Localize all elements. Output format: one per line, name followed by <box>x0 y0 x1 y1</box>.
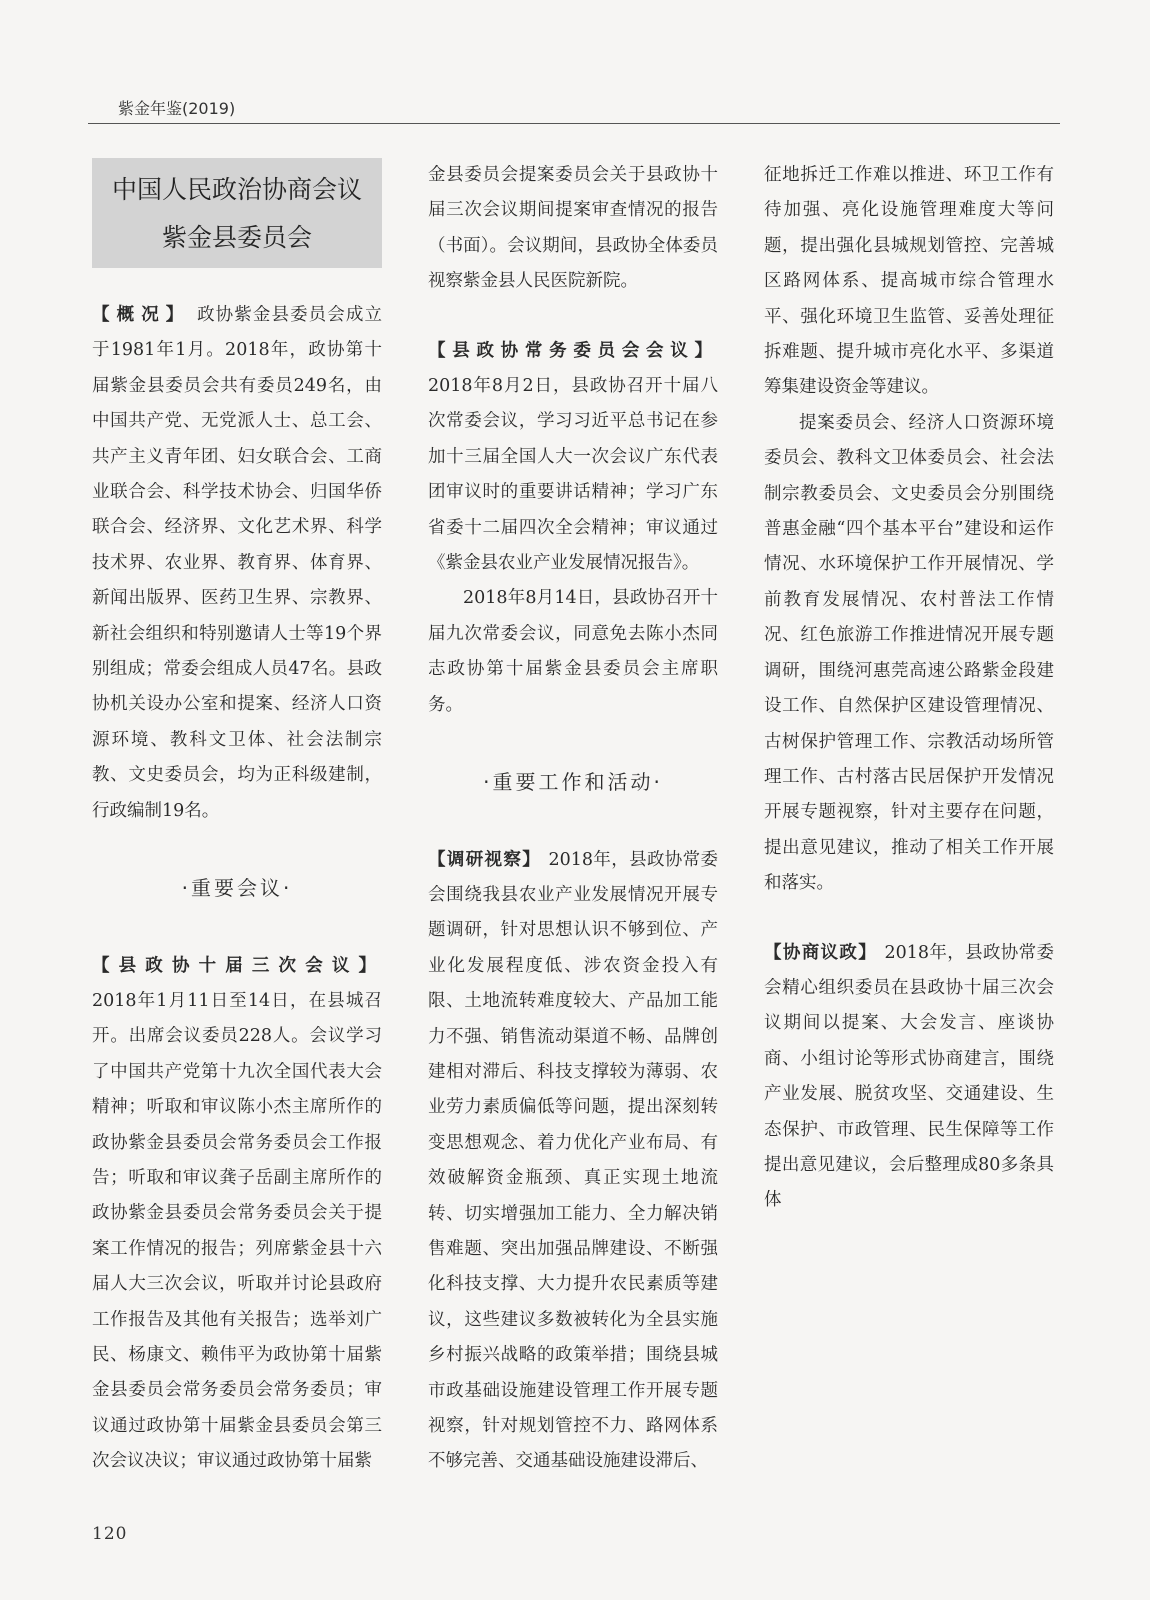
title-line-1: 中国人民政治协商会议 <box>111 175 362 204</box>
consult-text: 2018年，县政协常委会精心组织委员在县政协十届三次会议期间以提案、大会发言、座谈协商、小组讨论等形式协商建言，围绕产业发展、脱贫攻坚、交通建设、生态保护、市政管理、民生保障等工作提出意见建议，会后整理成80多条具体 <box>764 942 1054 1211</box>
overview-text: 政协紫金县委员会成立于1981年1月。2018年，政协第十届紫金县委员会共有委员249名，由中国共产党、无党派人士、总工会、共产主义青年团、妇女联合会、工商业联合会、科学技术协会、归国华侨联合会、经济界、文化艺术界、科学技术界、农业界、教育界、体育界、新闻出版界、医药卫生界、宗教界、新社会组织和特别邀请人士等19个界别组成；常委会组成人员47名。县政协机关设办公室和提案、经济人口资源环境、教科文卫体、社会法制宗教、文史委员会，均为正科级建制，行政编制19名。 <box>92 305 382 821</box>
title-line-2: 紫金县委员会 <box>161 223 312 252</box>
running-head: 紫金年鉴(2019) <box>118 99 236 118</box>
standing-paragraph-2: 2018年8月14日，县政协召开十届九次常委会议，同意免去陈小杰同志政协第十届紫金县委员会主席职务。 <box>428 588 718 715</box>
section-heading-work: ·重要工作和活动· <box>483 770 663 795</box>
plenary-paragraph <box>92 949 382 1480</box>
research-paragraph-1 <box>428 843 718 1480</box>
consult-paragraph <box>764 936 1054 1219</box>
spacer <box>764 902 1054 936</box>
standing-tag: 【县政协常务委员会会议】 <box>428 340 718 361</box>
consult-tag: 【协商议政】 <box>764 942 885 963</box>
research-tag: 【调研视察】 <box>428 849 549 870</box>
plenary-tag: 【县政协十届三次会议】 <box>92 955 382 976</box>
spacer <box>428 300 718 334</box>
page-number: 120 <box>92 1524 128 1544</box>
column-3 <box>764 158 1054 1219</box>
overview-paragraph <box>92 298 382 829</box>
plenary-continuation: 金县委员会提案委员会关于县政协十届三次会议期间提案审查情况的报告（书面）。会议期间，县政协全体委员视察紫金县人民医院新院。 <box>428 165 718 292</box>
column-3-text: 征地拆迁工作难以推进、环卫工作有待加强、亮化设施管理难度大等问题，提出强化县城规划管控、完善城区路网体系、提高城市综合管理水平、强化环境卫生监管、妥善处理征拆难题、提升城市亮化水平、多渠道筹集建设资金等建议。 <box>764 165 1054 398</box>
column-1 <box>92 158 382 1480</box>
title-box <box>92 158 382 268</box>
standing-text-1: 2018年8月2日，县政协召开十届八次常委会议，学习习近平总书记在参加十三届全国人大一次会议广东代表团审议时的重要讲话精神；学习广东省委十二届四次全会精神；审议通过《紫金县农业产业发展情况报告》。 <box>428 376 718 574</box>
plenary-text: 2018年1月11日至14日，在县城召开。出席会议委员228人。会议学习了中国共产党第十九次全国代表大会精神；听取和审议陈小杰主席所作的政协紫金县委员会常务委员会工作报告；听取和审议龚子岳副主席所作的政协紫金县委员会常务委员会关于提案工作情况的报告；列席紫金县十六届人大三次会议，听取并讨论县政府工作报告及其他有关报告；选举刘广民、杨康文、赖伟平为政协第十届紫金县委员会常务委员会常务委员；审议通过政协第十届紫金县委员会第三次会议决议；审议通过政协第十届紫 <box>92 990 382 1472</box>
column-2 <box>428 158 718 1480</box>
overview-tag: 【概况】 <box>92 305 191 325</box>
research-text-1: 2018年，县政协常委会围绕我县农业产业发展情况开展专题调研，针对思想认识不够到位、产业化发展程度低、涉农资金投入有限、土地流转难度较大、产品加工能力不强、销售流动渠道不畅、品牌创建相对滞后、科技支撑较为薄弱、农业劳力素质偏低等问题，提出深刻转变思想观念、着力优化产业布局、有效破解资金瓶颈、真正实现土地流转、切实增强加工能力、全力解决销售难题、突出加强品牌建设、不断强化科技支撑、大力提升农民素质等建议，这些建议多数被转化为全县实施乡村振兴战略的政策举措；围绕县城市政基础设施建设管理工作开展专题视察，针对规划管控不力、路网体系不够完善、交通基础设施建设滞后、 <box>428 849 718 1472</box>
standing-paragraph-1 <box>428 334 718 582</box>
research-paragraph-2: 提案委员会、经济人口资源环境委员会、教科文卫体委员会、社会法制宗教委员会、文史委员会分别围绕普惠金融“四个基本平台”建设和运作情况、水环境保护工作开展情况、学前教育发展情况、农村普法工作情况、红色旅游工作推进情况开展专题调研，围绕河惠莞高速公路紫金段建设工作、自然保护区建设管理情况、古树保护管理工作、宗教活动场所管理工作、古村落古民居保护开发情况开展专题视察，针对主要存在问题，提出意见建议，推动了相关工作开展和落实。 <box>764 412 1054 894</box>
section-heading-meetings: ·重要会议· <box>181 876 293 901</box>
header-rule <box>88 123 1060 124</box>
